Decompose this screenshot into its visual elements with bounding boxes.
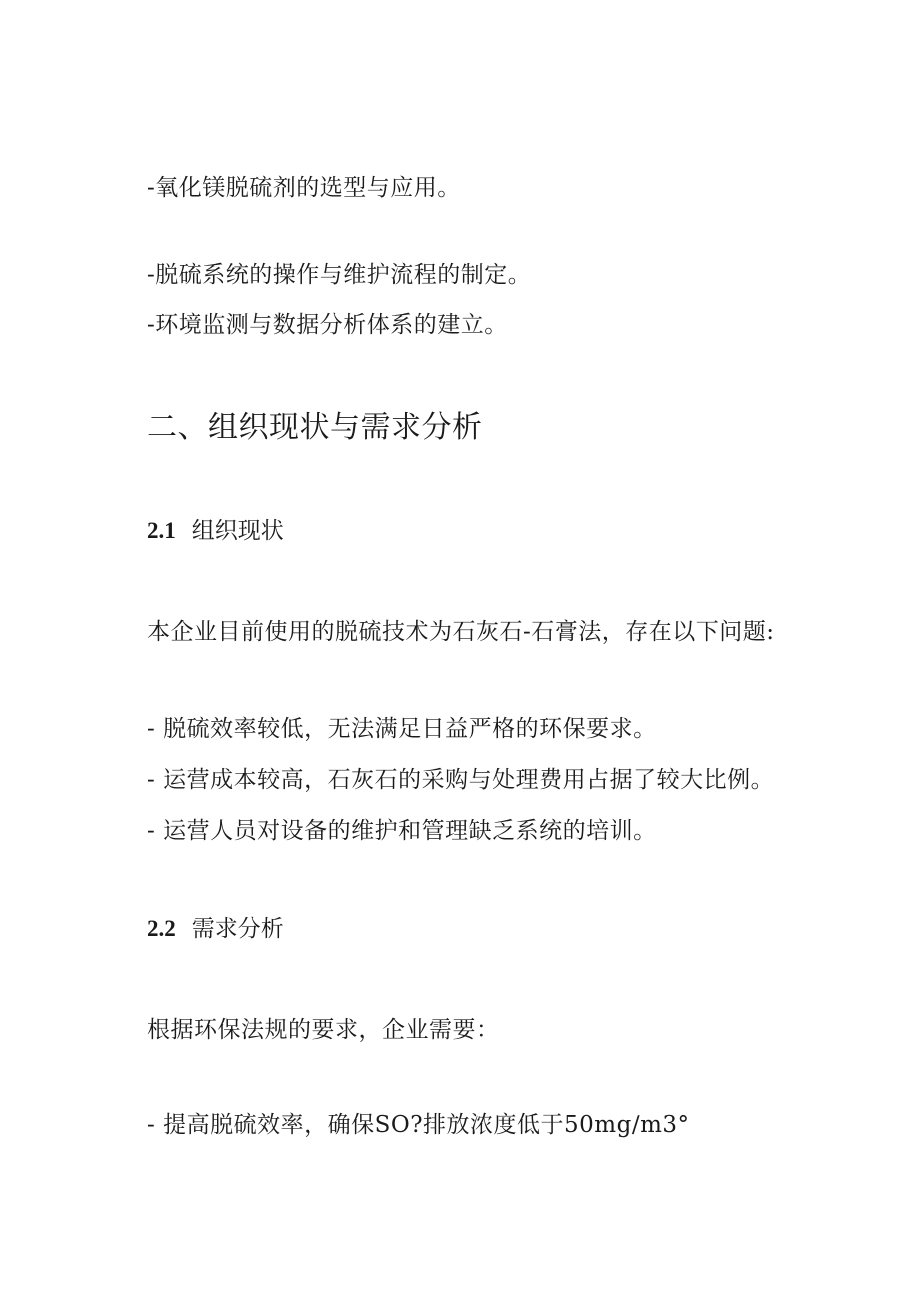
- subsection-number: 2.1: [147, 518, 176, 543]
- requirement-paragraph: 根据环保法规的要求，企业需要：: [147, 1017, 500, 1043]
- intro-item-magnesium-oxide: -氧化镁脱硫剂的选型与应用。: [147, 175, 461, 201]
- subsection-title: 组织现状: [191, 518, 284, 544]
- subsection-title: 需求分析: [191, 916, 284, 942]
- subsection-heading-2-1: [147, 516, 284, 546]
- subsection-heading-2-2: [147, 914, 284, 944]
- subsection-number: 2.2: [147, 916, 176, 941]
- issue-item-cost: - 运营成本较高，石灰石的采购与处理费用占据了较大比例。: [147, 767, 775, 793]
- intro-item-operation-maintenance: -脱硫系统的操作与维护流程的制定。: [147, 262, 532, 288]
- requirement-item-emission: - 提高脱硫效率，确保SO?排放浓度低于50mg∕m3°: [147, 1112, 690, 1138]
- intro-item-environmental-monitoring: -环境监测与数据分析体系的建立。: [147, 312, 508, 338]
- status-paragraph: 本企业目前使用的脱硫技术为石灰石-石膏法，存在以下问题:: [147, 619, 775, 645]
- issue-item-training: - 运营人员对设备的维护和管理缺乏系统的培训。: [147, 818, 657, 844]
- issue-item-efficiency: - 脱硫效率较低，无法满足日益严格的环保要求。: [147, 716, 657, 742]
- section-heading: 二、组织现状与需求分析: [147, 410, 483, 445]
